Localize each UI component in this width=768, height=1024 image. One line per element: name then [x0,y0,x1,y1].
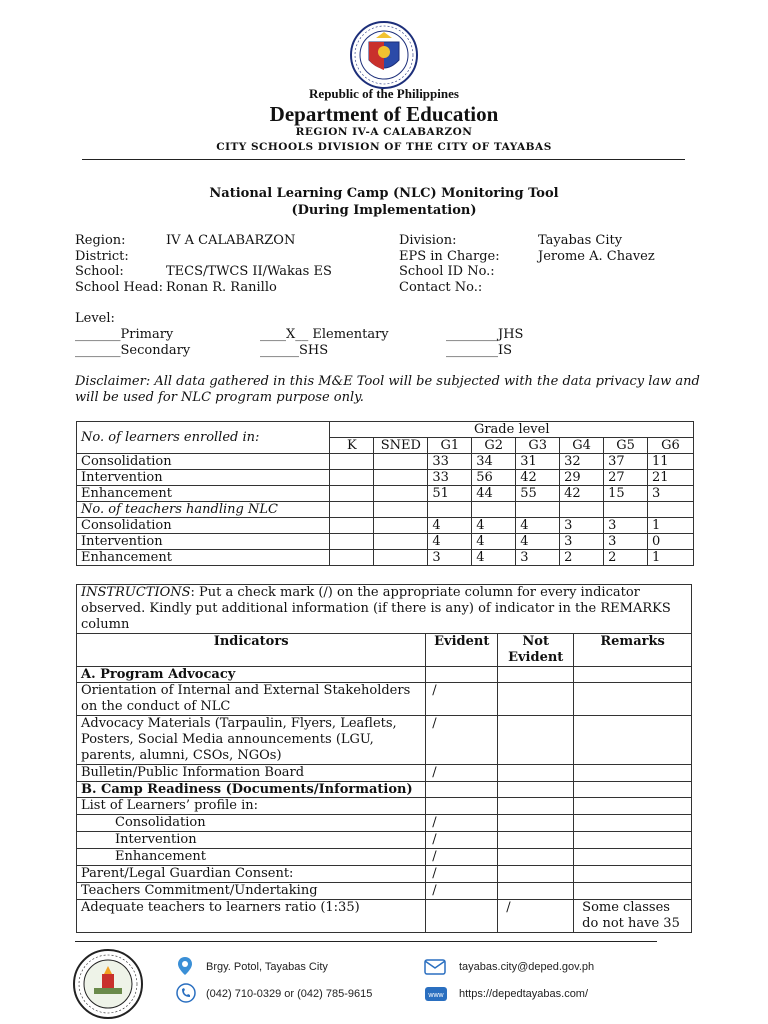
count-cell [330,534,374,550]
remarks-cell[interactable] [574,832,692,849]
count-cell: 1 [648,550,694,566]
grade-column-header: G2 [472,438,516,454]
contact-label: Contact No.: [399,279,483,295]
count-cell [472,502,516,518]
level-primary: _______Primary [75,327,174,342]
count-cell: 44 [472,486,516,502]
region-label: Region: [75,233,126,248]
teachers-label-row [77,502,694,518]
indicator-text: List of Learners’ profile in: [77,798,426,815]
count-cell: 37 [604,454,648,470]
count-cell: 3 [428,550,472,566]
not-evident-cell[interactable] [498,765,574,782]
not-evident-cell[interactable] [498,815,574,832]
not-evident-cell[interactable] [498,798,574,815]
indicators-header: Indicators [77,634,426,667]
remarks-cell[interactable] [574,883,692,900]
deped-seal-logo [349,20,419,90]
indicator-row [77,815,692,832]
division-value: Tayabas City [538,233,623,248]
count-cell: 29 [560,470,604,486]
count-cell: 33 [428,454,472,470]
row-label: Enhancement [77,486,330,502]
count-cell [374,534,428,550]
level-elementary: ____X__ Elementary [260,327,389,342]
teachers-label: No. of teachers handling NLC [77,502,330,518]
indicator-row [77,765,692,782]
header-divider [82,159,685,160]
level-shs: ______SHS [260,343,329,358]
remarks-cell[interactable] [574,716,692,765]
count-cell [374,502,428,518]
indicator-row [77,832,692,849]
indicator-text: Intervention [77,832,426,849]
evident-cell[interactable]: / [426,866,498,883]
row-label: Intervention [77,534,330,550]
count-cell: 1 [648,518,694,534]
not-evident-cell[interactable] [498,716,574,765]
teachers-row [77,534,694,550]
department-heading: Department of Education [269,102,499,126]
grade-column-header: G3 [516,438,560,454]
instructions-text: : Put a check mark (/) on the appropriate column for every indicator observed. Kindly put additional information (if there is any) of indicator in the REMARKS column [81,585,671,632]
count-cell: 4 [516,518,560,534]
count-cell [330,502,374,518]
section-row [77,667,692,683]
blank-cell [574,782,692,798]
grade-level-header: Grade level [330,422,694,438]
indicators-table [76,584,692,933]
count-cell: 55 [516,486,560,502]
evident-cell[interactable] [426,798,498,815]
row-label: Enhancement [77,550,330,566]
count-cell [604,502,648,518]
row-label: Consolidation [77,454,330,470]
region-value: IV A CALABARZON [166,233,296,248]
footer-website[interactable]: https://depedtayabas.com/ [459,988,589,1000]
count-cell [374,518,428,534]
eps-label: EPS in Charge: [399,248,500,264]
evident-cell[interactable]: / [426,883,498,900]
count-cell: 4 [428,518,472,534]
not-evident-header: Not Evident [498,634,574,667]
district-label: District: [75,248,129,264]
count-cell [648,502,694,518]
remarks-cell[interactable] [574,683,692,716]
learners-row [77,454,694,470]
row-label: Consolidation [77,518,330,534]
blank-cell [498,782,574,798]
count-cell: 0 [648,534,694,550]
info-right-values [538,233,655,295]
evident-cell[interactable]: / [426,815,498,832]
indicator-row [77,866,692,883]
division-seal-logo [72,948,144,1020]
not-evident-cell[interactable] [498,683,574,716]
count-cell [330,454,374,470]
district-value [166,249,332,265]
count-cell: 3 [648,486,694,502]
school-head-label: School Head: [75,279,163,295]
count-cell: 56 [472,470,516,486]
eps-value: Jerome A. Chavez [538,248,655,264]
evident-cell[interactable]: / [426,716,498,765]
count-cell [374,454,428,470]
count-cell: 15 [604,486,648,502]
indicator-row [77,883,692,900]
evident-cell[interactable]: / [426,765,498,782]
level-jhs: ________JHS [446,327,524,342]
evident-cell[interactable]: / [426,832,498,849]
instructions-lead: INSTRUCTIONS [81,585,191,600]
level-label: Level: [75,311,115,326]
count-cell: 2 [604,550,648,566]
location-pin-icon [178,957,192,975]
count-cell [374,550,428,566]
division-label: Division: [399,233,457,248]
not-evident-cell[interactable] [498,866,574,883]
republic-heading: Republic of the Philippines [309,86,459,101]
count-cell: 2 [560,550,604,566]
level-secondary: _______Secondary [75,343,191,358]
indicator-text: Adequate teachers to learners ratio (1:35) [77,900,426,933]
footer-phone: (042) 710-0329 or (042) 785-9615 [206,988,373,1000]
disclaimer-text: Disclaimer: All data gathered in this M&E Tool will be subjected with the data privacy law and will be used for NLC program purpose only. [75,374,700,405]
blank-cell [498,667,574,683]
document-title: National Learning Camp (NLC) Monitoring Tool [209,186,559,201]
count-cell: 3 [516,550,560,566]
division-heading: CITY SCHOOLS DIVISION OF THE CITY OF TAYABAS [216,141,552,153]
blank-cell [574,667,692,683]
teachers-row [77,550,694,566]
indicator-text: Parent/Legal Guardian Consent: [77,866,426,883]
count-cell: 3 [604,534,648,550]
count-cell: 11 [648,454,694,470]
info-left-labels [75,233,163,295]
indicator-text: Bulletin/Public Information Board [77,765,426,782]
count-cell: 51 [428,486,472,502]
contact-value [538,280,655,296]
count-cell: 34 [472,454,516,470]
count-cell: 4 [472,534,516,550]
count-cell: 3 [560,518,604,534]
phone-icon [176,983,196,1003]
blank-cell [426,667,498,683]
section-title: A. Program Advocacy [77,667,426,683]
enrolled-label: No. of learners enrolled in: [77,422,330,454]
info-right-labels [399,233,500,295]
school-label: School: [75,264,124,279]
count-cell: 27 [604,470,648,486]
count-cell [516,502,560,518]
not-evident-cell[interactable]: / [498,900,574,933]
count-cell: 42 [516,470,560,486]
web-icon-text: www [428,992,444,999]
grade-column-header: G4 [560,438,604,454]
info-left-values [166,233,332,295]
indicator-text: Advocacy Materials (Tarpaulin, Flyers, Leaflets, Posters, Social Media announcements (LGU, parents, alumni, CSOs, NGOs) [77,716,426,765]
count-cell: 42 [560,486,604,502]
enrollment-table [76,421,694,566]
grade-column-header: G1 [428,438,472,454]
section-row [77,782,692,798]
section-title: B. Camp Readiness (Documents/Information) [77,782,426,798]
learners-row [77,470,694,486]
instructions-cell [77,585,692,634]
indicator-row [77,849,692,866]
remarks-cell[interactable] [574,765,692,782]
count-cell: 3 [560,534,604,550]
row-label: Intervention [77,470,330,486]
count-cell: 4 [516,534,560,550]
count-cell: 4 [428,534,472,550]
school-id-value [538,264,655,280]
count-cell: 32 [560,454,604,470]
grade-column-header: K [330,438,374,454]
count-cell [330,518,374,534]
grade-column-header: SNED [374,438,428,454]
indicator-row [77,683,692,716]
grade-column-header: G5 [604,438,648,454]
count-cell: 3 [604,518,648,534]
web-icon [424,986,448,1002]
school-value: TECS/TWCS II/Wakas ES [166,264,332,279]
indicator-row [77,798,692,815]
indicator-text: Teachers Commitment/Undertaking [77,883,426,900]
count-cell: 21 [648,470,694,486]
indicator-text: Enhancement [77,849,426,866]
document-subtitle: (During Implementation) [291,203,477,218]
evident-cell[interactable] [426,900,498,933]
count-cell [428,502,472,518]
footer-divider [75,941,657,942]
remarks-cell[interactable]: Some classes do not have 35 [574,900,692,933]
footer-address: Brgy. Potol, Tayabas City [206,961,328,973]
indicator-text: Consolidation [77,815,426,832]
level-is: ________IS [446,343,513,358]
count-cell: 33 [428,470,472,486]
learners-row [77,486,694,502]
remarks-cell[interactable] [574,849,692,866]
count-cell [330,486,374,502]
count-cell: 4 [472,518,516,534]
remarks-header: Remarks [574,634,692,667]
count-cell: 4 [472,550,516,566]
indicator-text: Orientation of Internal and External Stakeholders on the conduct of NLC [77,683,426,716]
remarks-cell[interactable] [574,866,692,883]
footer-email[interactable]: tayabas.city@deped.gov.ph [459,961,595,973]
school-head-value: Ronan R. Ranillo [166,279,277,295]
grade-column-header: G6 [648,438,694,454]
evident-cell[interactable]: / [426,683,498,716]
region-heading: REGION IV-A CALABARZON [295,126,473,138]
school-id-label: School ID No.: [399,264,495,279]
count-cell [330,550,374,566]
evident-header: Evident [426,634,498,667]
count-cell [374,470,428,486]
count-cell [374,486,428,502]
indicator-row [77,716,692,765]
blank-cell [426,782,498,798]
remarks-cell[interactable] [574,815,692,832]
not-evident-cell[interactable] [498,849,574,866]
not-evident-cell[interactable] [498,883,574,900]
not-evident-cell[interactable] [498,832,574,849]
mail-icon [424,958,446,976]
count-cell [330,470,374,486]
indicator-row [77,900,692,933]
teachers-row [77,518,694,534]
evident-cell[interactable]: / [426,849,498,866]
count-cell [560,502,604,518]
count-cell: 31 [516,454,560,470]
remarks-cell[interactable] [574,798,692,815]
